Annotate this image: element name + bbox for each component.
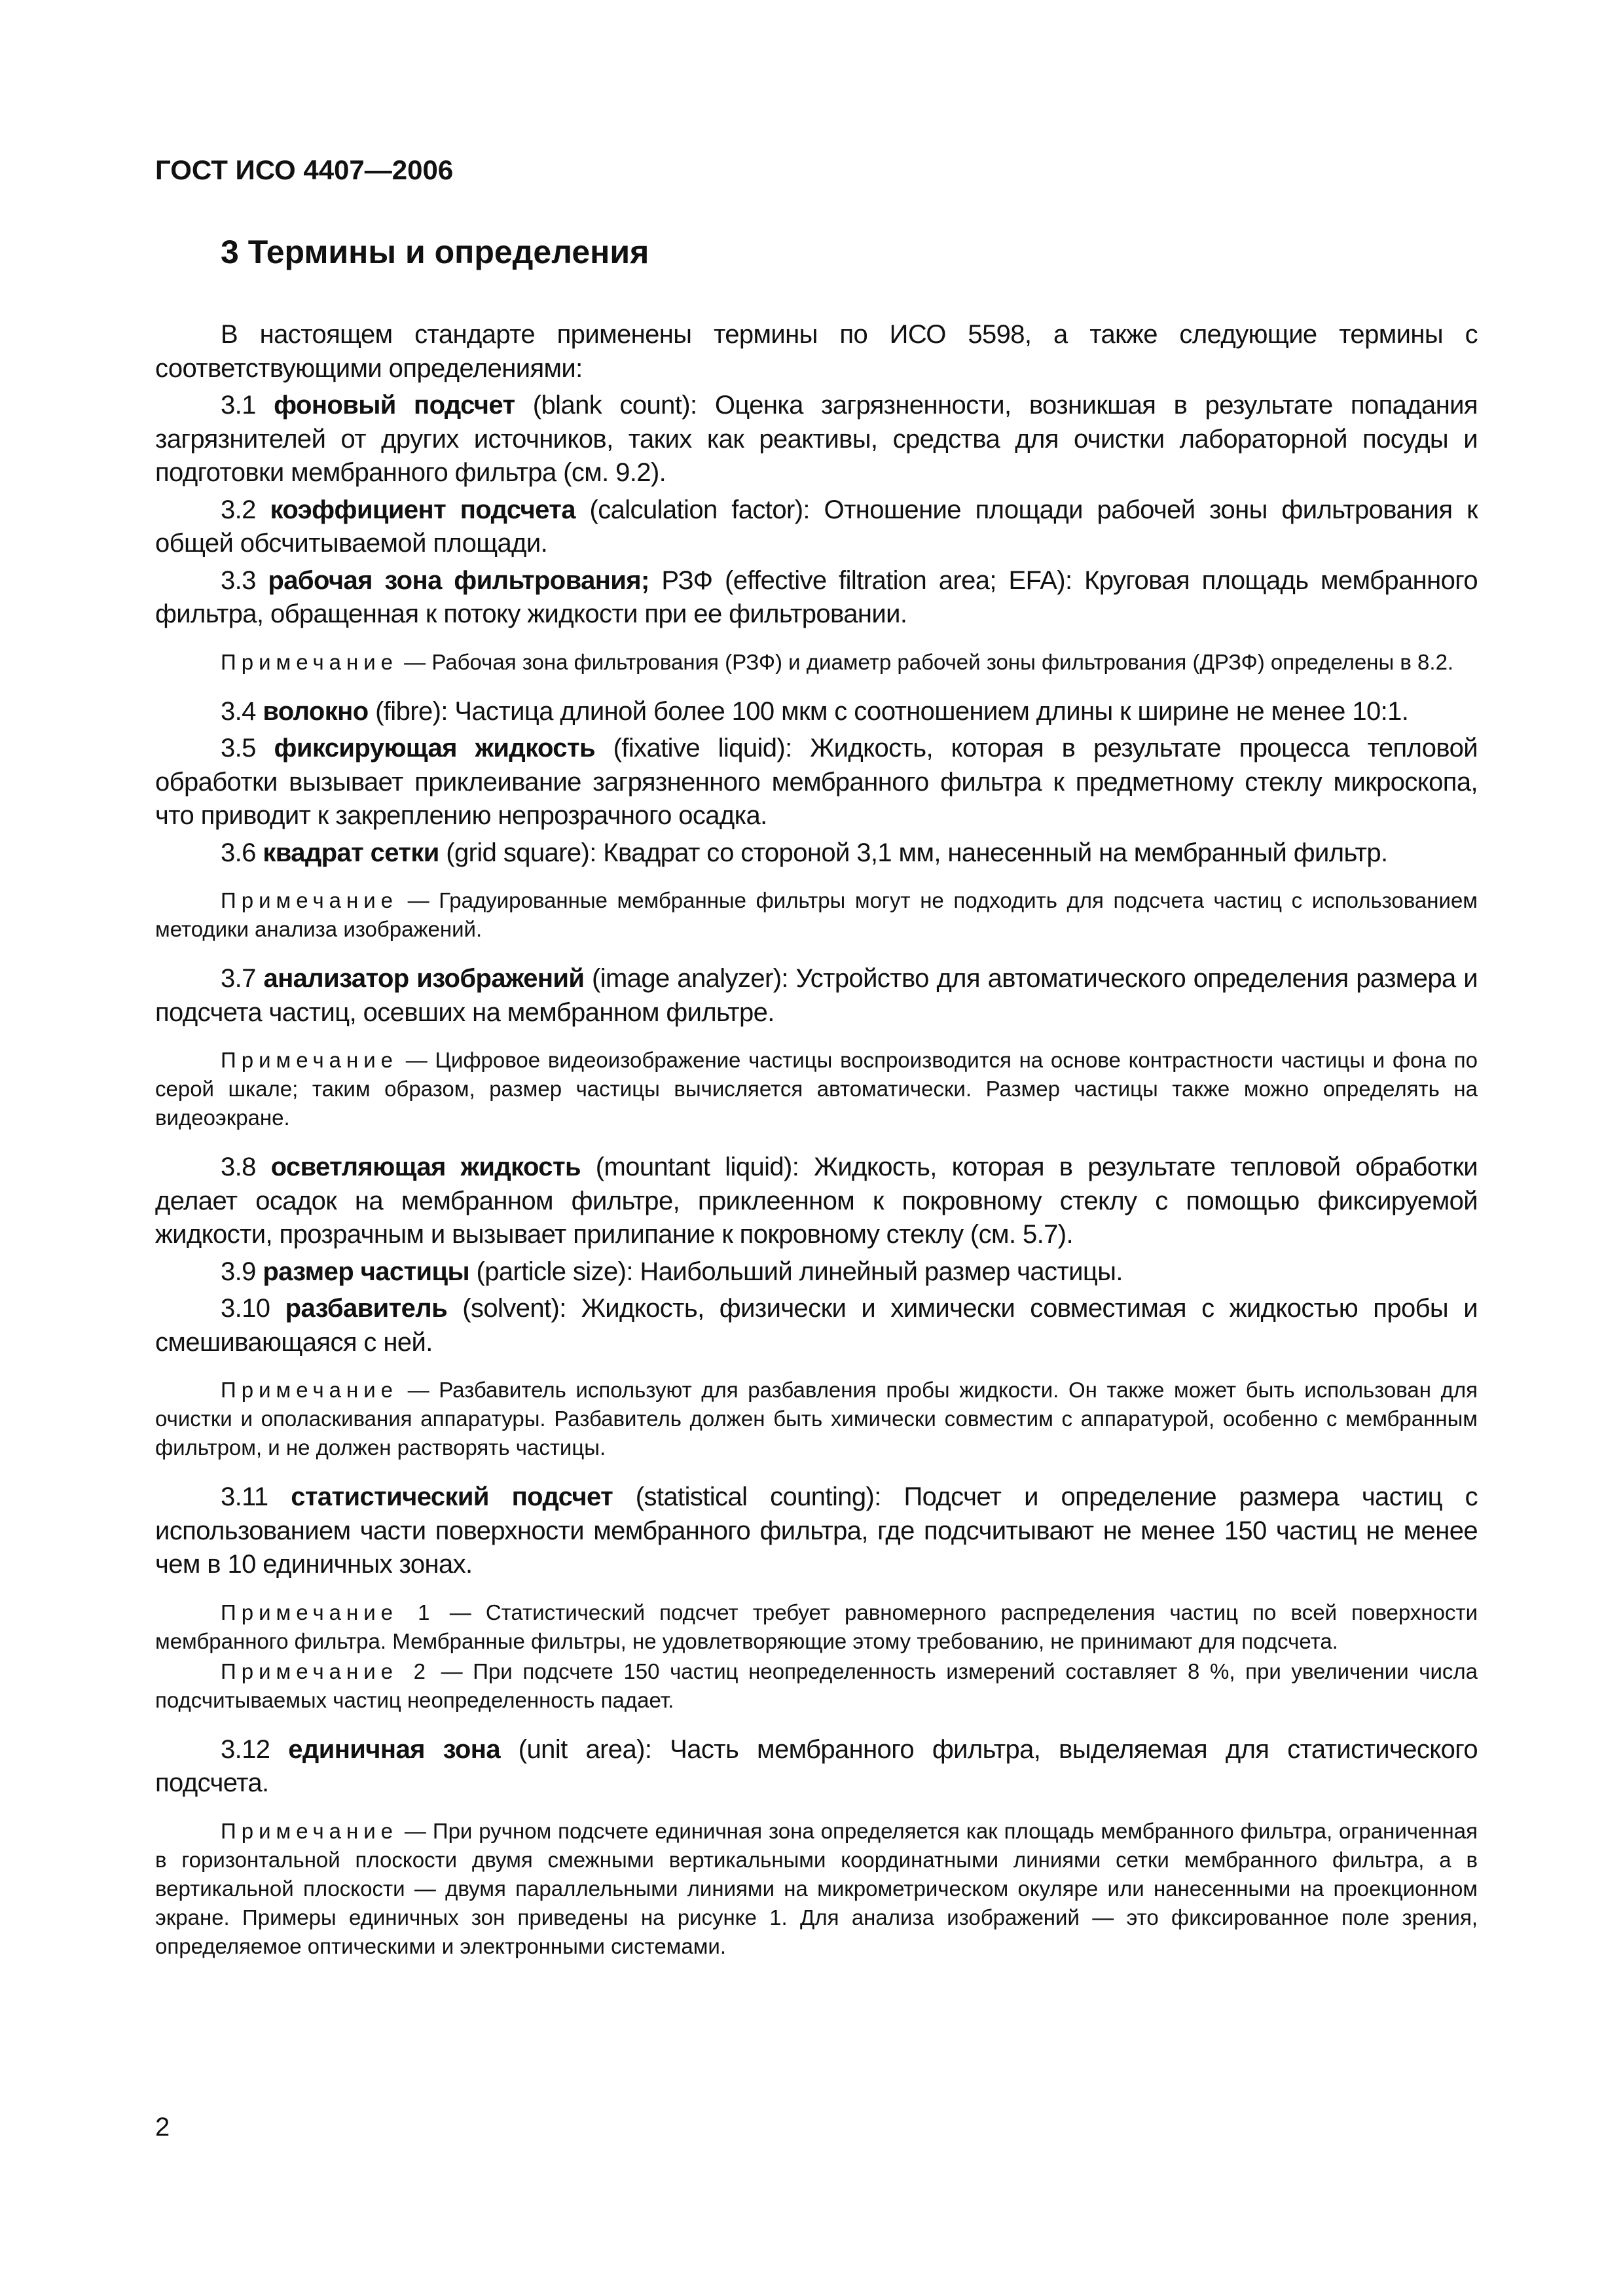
term-definition: (grid square): Квадрат со стороной 3,1 мм, нанесенный на мембранный фильтр.	[439, 838, 1388, 867]
term-3-4	[155, 695, 1478, 729]
term-definition: (unit area): Часть мембранного фильтра, выделяемая для статистического подсчета.	[155, 1734, 1478, 1797]
note-text: — Статистический подсчет требует равномерного распределения частиц по всей поверхности мембранного фильтра. Мембранные фильтры, не удовлетворяющие этому требованию, не принимают для подсчета.	[155, 1600, 1478, 1653]
term-3-3	[155, 564, 1478, 632]
note-text: — При ручном подсчете единичная зона определяется как площадь мембранного фильтра, ограниченная в горизонтальной плоскости двумя смежными вертикальными координатными линиями сетки мембранного фильтра, а в вертикальной плоскости — двумя параллельными линиями на микрометрическом окуляре или нанесенными на проекционном экране. Примеры единичных зон приведены на рисунке 1. Для анализа изображений — это фиксированное поле зрения, определяемое оптическими и электронными системами.	[155, 1818, 1478, 1958]
term-number: 3.7	[221, 964, 256, 993]
term-name: разбавитель	[285, 1294, 448, 1323]
note-3-11-1	[155, 1598, 1478, 1656]
term-definition: (image analyzer): Устройство для автоматического определения размера и подсчета частиц, осевших на мембранном фильтре.	[155, 964, 1478, 1027]
note-text: — При подсчете 150 частиц неопределенность измерений составляет 8 %, при увеличении числа подсчитываемых частиц неопределенность падает.	[155, 1659, 1478, 1712]
term-definition: РЗФ (effective filtration area; EFA): Круговая площадь мембранного фильтра, обращенная к потоку жидкости при ее фильтровании.	[155, 565, 1478, 628]
term-name: статистический подсчет	[291, 1482, 613, 1511]
term-name: размер частицы	[263, 1257, 470, 1286]
note-text: — Рабочая зона фильтрования (РЗФ) и диаметр рабочей зоны фильтрования (ДРЗФ) определены в 8.2.	[398, 649, 1454, 674]
term-number: 3.12	[221, 1734, 270, 1764]
term-name: единичная зона	[288, 1734, 500, 1764]
term-definition: (fixative liquid): Жидкость, которая в результате процесса тепловой обработки вызывает приклеивание загрязненного мембранного фильтра к предметному стеклу микроскопа, что приводит к закреплению непрозрачного осадка.	[155, 734, 1478, 830]
page-number: 2	[155, 2113, 170, 2142]
note-3-10	[155, 1376, 1478, 1462]
term-number: 3.9	[221, 1257, 256, 1286]
term-3-10	[155, 1292, 1478, 1359]
term-number: 3.11	[221, 1482, 268, 1511]
term-number: 3.1	[221, 391, 256, 420]
term-number: 3.4	[221, 696, 256, 726]
note-label: Примечание	[221, 888, 399, 912]
term-definition: (mountant liquid): Жидкость, которая в результате тепловой обработки делает осадок на мембранном фильтре, приклеенном к покровному стеклу с помощью фиксируемой жидкости, прозрачным и вызывает прилипание к покровному стеклу (см. 5.7).	[155, 1153, 1478, 1249]
document-header: ГОСТ ИСО 4407—2006	[155, 154, 454, 185]
note-label: Примечание	[221, 1378, 399, 1402]
term-number: 3.8	[221, 1153, 256, 1181]
term-name: коэффициент подсчета	[270, 495, 575, 524]
term-name: анализатор изображений	[263, 964, 585, 993]
term-number: 3.10	[221, 1294, 270, 1323]
term-name: рабочая зона фильтрования;	[268, 565, 649, 595]
document-page	[155, 151, 1478, 1979]
term-definition: (particle size): Наибольший линейный размер частицы.	[469, 1257, 1123, 1286]
term-name: квадрат сетки	[263, 838, 439, 867]
term-3-11	[155, 1480, 1478, 1582]
term-name: осветляющая жидкость	[270, 1153, 581, 1181]
note-label: Примечание 2	[221, 1659, 431, 1683]
note-label: Примечание 1	[221, 1600, 435, 1624]
note-3-7	[155, 1046, 1478, 1132]
term-name: фоновый подсчет	[274, 391, 515, 420]
term-number: 3.6	[221, 838, 256, 867]
note-3-11-2	[155, 1657, 1478, 1715]
term-number: 3.2	[221, 495, 256, 524]
term-3-2	[155, 493, 1478, 561]
note-label: Примечание	[221, 649, 399, 674]
term-3-8	[155, 1151, 1478, 1252]
note-text: — Градуированные мембранные фильтры могут не подходить для подсчета частиц с использованием методики анализа изображений.	[155, 888, 1478, 941]
section-title: 3 Термины и определения	[221, 234, 649, 270]
intro-paragraph: В настоящем стандарте применены термины по ИСО 5598, а также следующие термины с соответствующими определениями:	[155, 320, 1478, 383]
term-definition: (blank count): Оценка загрязненности, возникшая в результате попадания загрязнителей от других источников, таких как реактивы, средства для очистки лабораторной посуды и подготовки мембранного фильтра (см. 9.2).	[155, 391, 1478, 487]
note-3-12	[155, 1817, 1478, 1961]
note-text: — Разбавитель используют для разбавления пробы жидкости. Он также может быть использован для очистки и ополаскивания аппаратуры. Разбавитель должен быть химически совместим с аппаратурой, особенно с мембранным фильтром, и не должен растворять частицы.	[155, 1378, 1478, 1460]
term-3-6	[155, 836, 1478, 870]
note-label: Примечание	[221, 1048, 399, 1072]
note-3-6	[155, 886, 1478, 944]
term-3-9	[155, 1255, 1478, 1289]
term-3-5	[155, 732, 1478, 833]
term-3-12	[155, 1733, 1478, 1801]
term-name: фиксирующая жидкость	[274, 734, 595, 762]
note-3-3	[155, 648, 1478, 677]
term-definition: (statistical counting): Подсчет и определение размера частиц с использованием части поверхности мембранного фильтра, где подсчитывают не менее 150 частиц не менее чем в 10 единичных зонах.	[155, 1482, 1478, 1579]
term-3-1	[155, 389, 1478, 490]
term-definition: (calculation factor): Отношение площади рабочей зоны фильтрования к общей обсчитываемой площади.	[155, 495, 1478, 558]
term-definition: (solvent): Жидкость, физически и химически совместимая с жидкостью пробы и смешивающаяся с ней.	[155, 1294, 1478, 1357]
term-number: 3.3	[221, 565, 256, 595]
term-number: 3.5	[221, 734, 256, 762]
note-label: Примечание	[221, 1818, 399, 1843]
term-name: волокно	[263, 696, 369, 726]
note-text: — Цифровое видеоизображение частицы воспроизводится на основе контрастности частицы и фона по серой шкале; таким образом, размер частицы вычисляется автоматически. Размер частицы также можно определять на видеоэкране.	[155, 1048, 1478, 1130]
term-definition: (fibre): Частица длиной более 100 мкм с соотношением длины к ширине не менее 10:1.	[368, 696, 1409, 726]
term-3-7	[155, 962, 1478, 1030]
